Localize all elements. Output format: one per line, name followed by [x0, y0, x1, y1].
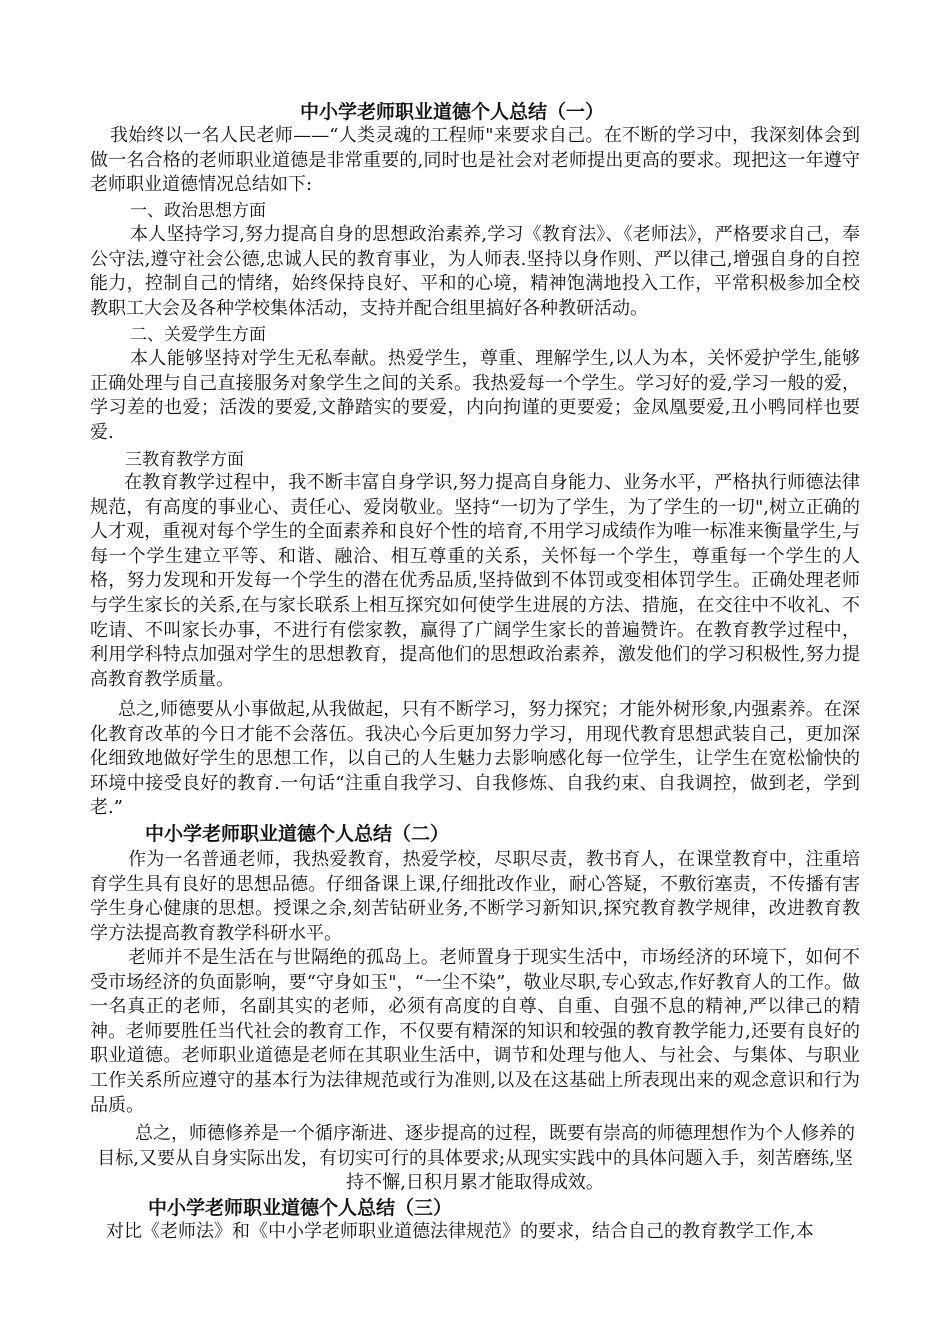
- article-1-conclusion: 总之,师德要从小事做起,从我做起，只有不断学习，努力探究；才能外树形象,内强素养。在深化教育改革的今日才能不会落伍。我决心今后更加努力学习，用现代教育思想武装自己，更加深化细致地做好学生的思想工作，以自己的人生魅力去影响感化每一位学生，让学生在宽松愉快的环境中接受良好的教育.一句话“注重自我学习、自我修炼、自我约束、自我调控，做到老，学到老.”: [90, 699, 860, 819]
- article-2-paragraph-3: 总之，师德修养是一个循序渐进、逐步提高的过程，既要有崇高的师德理想作为个人修养的目标,又要从自身实际出发，有切实可行的具体要求;从现实实践中的具体问题入手，刻苦磨练,坚持不懈,日积月累才能取得成效。: [97, 1123, 855, 1194]
- section-1-heading: 一、政治思想方面: [130, 201, 266, 221]
- section-3-heading: 三教育教学方面: [125, 450, 244, 470]
- section-3-text: 在教育教学过程中，我不断丰富自身学识,努力提高自身能力、业务水平，严格执行师德法律规范，有高度的事业心、责任心、爱岗敬业。坚持“一切为了学生，为了学生的一切",树立正确的人才观，重视对每个学生的全面素养和良好个性的培育,不用学习成绩作为唯一标准来衡量学生,与每一个学生建立平等、和谐、融洽、相互尊重的关系，关怀每一个学生，尊重每一个学生的人格，努力发现和开发每一个学生的潜在优秀品质,坚持做到不体罚或变相体罚学生。正确处理老师与学生家长的关系,在与家长联系上相互探究如何使学生进展的方法、措施，在交往中不收礼、不吃请、不叫家长办事，不进行有偿家教，赢得了广阔学生家长的普遍赞许。在教育教学过程中，利用学科特点加强对学生的思想教育，提高他们的思想政治素养，激发他们的学习积极性,努力提高教育教学质量。: [90, 472, 860, 690]
- article-1-title: 中小学老师职业道德个人总结（一）: [300, 101, 605, 123]
- article-3-title: 中小学老师职业道德个人总结（三）: [148, 1197, 453, 1219]
- section-1-text: 本人坚持学习,努力提高自身的思想政治素养,学习《教育法》、《老师法》，严格要求自己，奉公守法,遵守社会公德,忠诚人民的教育事业，为人师表.坚持以身作则、严以律己,增强自身的自控能力，控制自己的情绪，始终保持良好、平和的心境，精神饱满地投入工作，平常积极参加全校教职工大会及各种学校集体活动，支持并配合组里搞好各种教研活动。: [90, 224, 860, 319]
- article-2-paragraph-1: 作为一名普通老师，我热爱教育，热爱学校，尽职尽责，教书育人，在课堂教育中，注重培育学生具有良好的思想品德。仔细备课上课,仔细批改作业，耐心答疑，不敷衍塞责，不传播有害学生身心健康的思想。授课之余,刻苦钻研业务,不断学习新知识,探究教育教学规律，改进教育教学方法提高教育教学科研水平。: [90, 849, 860, 944]
- article-2-paragraph-2: 老师并不是生活在与世隔绝的孤岛上。老师置身于现实生活中，市场经济的环境下，如何不受市场经济的负面影响，要“守身如玉"，“一尘不染”，敬业尽职,专心致志,作好教育人的工作。做一名真正的老师，名副其实的老师，必须有高度的自尊、自重、自强不息的精神,严以律己的精神。老师要胜任当代社会的教育工作，不仅要有精深的知识和较强的教育教学能力,还要有良好的职业道德。老师职业道德是老师在其职业生活中，调节和处理与他人、与社会、与集体、与职业工作关系所应遵守的基本行为法律规范或行为准则,以及在这基础上所表现出来的观念意识和行为品质。: [90, 947, 860, 1116]
- section-2-text: 本人能够坚持对学生无私奉献。热爱学生，尊重、理解学生,以人为本，关怀爱护学生,能够正确处理与自己直接服务对象学生之间的关系。我热爱每一个学生。学习好的爱,学习一般的爱，学习差的也爱；活泼的要爱,文静踏实的要爱，内向拘谨的更要爱；金凤凰要爱,丑小鸭同样也要爱.: [90, 348, 860, 443]
- article-3-paragraph-1: 对比《老师法》和《中小学老师职业道德法律规范》的要求，结合自己的教育教学工作,本: [106, 1221, 814, 1242]
- article-1-intro: 我始终以一名人民老师——“人类灵魂的工程师"来要求自己。在不断的学习中，我深刻体会到做一名合格的老师职业道德是非常重要的,同时也是社会对老师提出更高的要求。现把这一年遵守老师职业道德情况总结如下:: [90, 125, 860, 196]
- section-2-heading: 二、关爱学生方面: [130, 325, 266, 345]
- article-2-title: 中小学老师职业道德个人总结（二）: [145, 823, 450, 845]
